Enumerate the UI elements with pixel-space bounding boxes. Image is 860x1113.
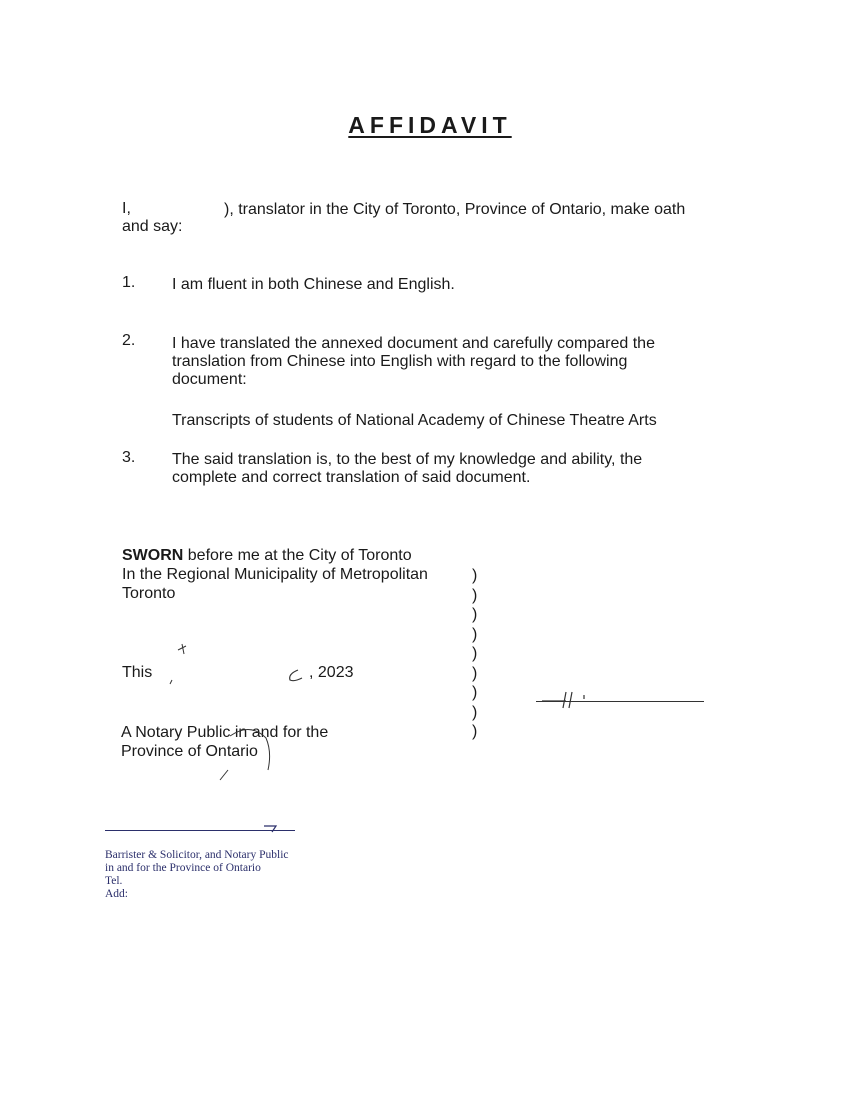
item-3-text: The said translation is, to the best of my knowledge and ability, the complete and correct translation of said document. — [172, 451, 643, 486]
document-title: AFFIDAVIT — [348, 112, 512, 138]
notary-line-2: Province of Ontario — [121, 743, 258, 760]
item-3-number: 3. — [122, 449, 136, 466]
intro-line-1: ), translator in the City of Toronto, Province of Ontario, make oath — [224, 201, 686, 218]
stamp-line-2: in and for the Province of Ontario — [105, 862, 261, 874]
intro-start: I, — [122, 200, 131, 217]
sworn-line-3: Toronto — [122, 585, 176, 602]
stamp-line-3: Tel. — [105, 875, 123, 887]
notary-line-1: A Notary Public in and for the — [121, 724, 329, 741]
notary-stamp — [105, 849, 289, 901]
item-2-text: I have translated the annexed document and carefully compared the translation from Chinese into English with regard to the following document: — [172, 335, 655, 388]
bracket-column: ) ) ) ) ) ) ) ) ) — [472, 567, 478, 740]
sworn-line-2: In the Regional Municipality of Metropolitan — [122, 566, 428, 583]
stamp-line-1: Barrister & Solicitor, and Notary Public — [105, 849, 289, 861]
document-name: Transcripts of students of National Academy of Chinese Theatre Arts — [172, 412, 657, 429]
sworn-line-1: SWORN before me at the City of Toronto — [122, 547, 412, 564]
item-2-number: 2. — [122, 332, 136, 349]
item-1-number: 1. — [122, 274, 136, 291]
notary-line-mark — [262, 822, 282, 836]
item-1-text: I am fluent in both Chinese and English. — [172, 276, 455, 293]
intro-line-2: and say: — [122, 218, 183, 235]
stamp-line-4: Add: — [105, 888, 128, 900]
this-label: This — [122, 664, 153, 681]
deponent-signature-mark — [536, 686, 616, 710]
date-year: , 2023 — [309, 664, 354, 681]
notary-signature-mark — [210, 722, 280, 782]
handwritten-date-marks — [166, 640, 316, 690]
